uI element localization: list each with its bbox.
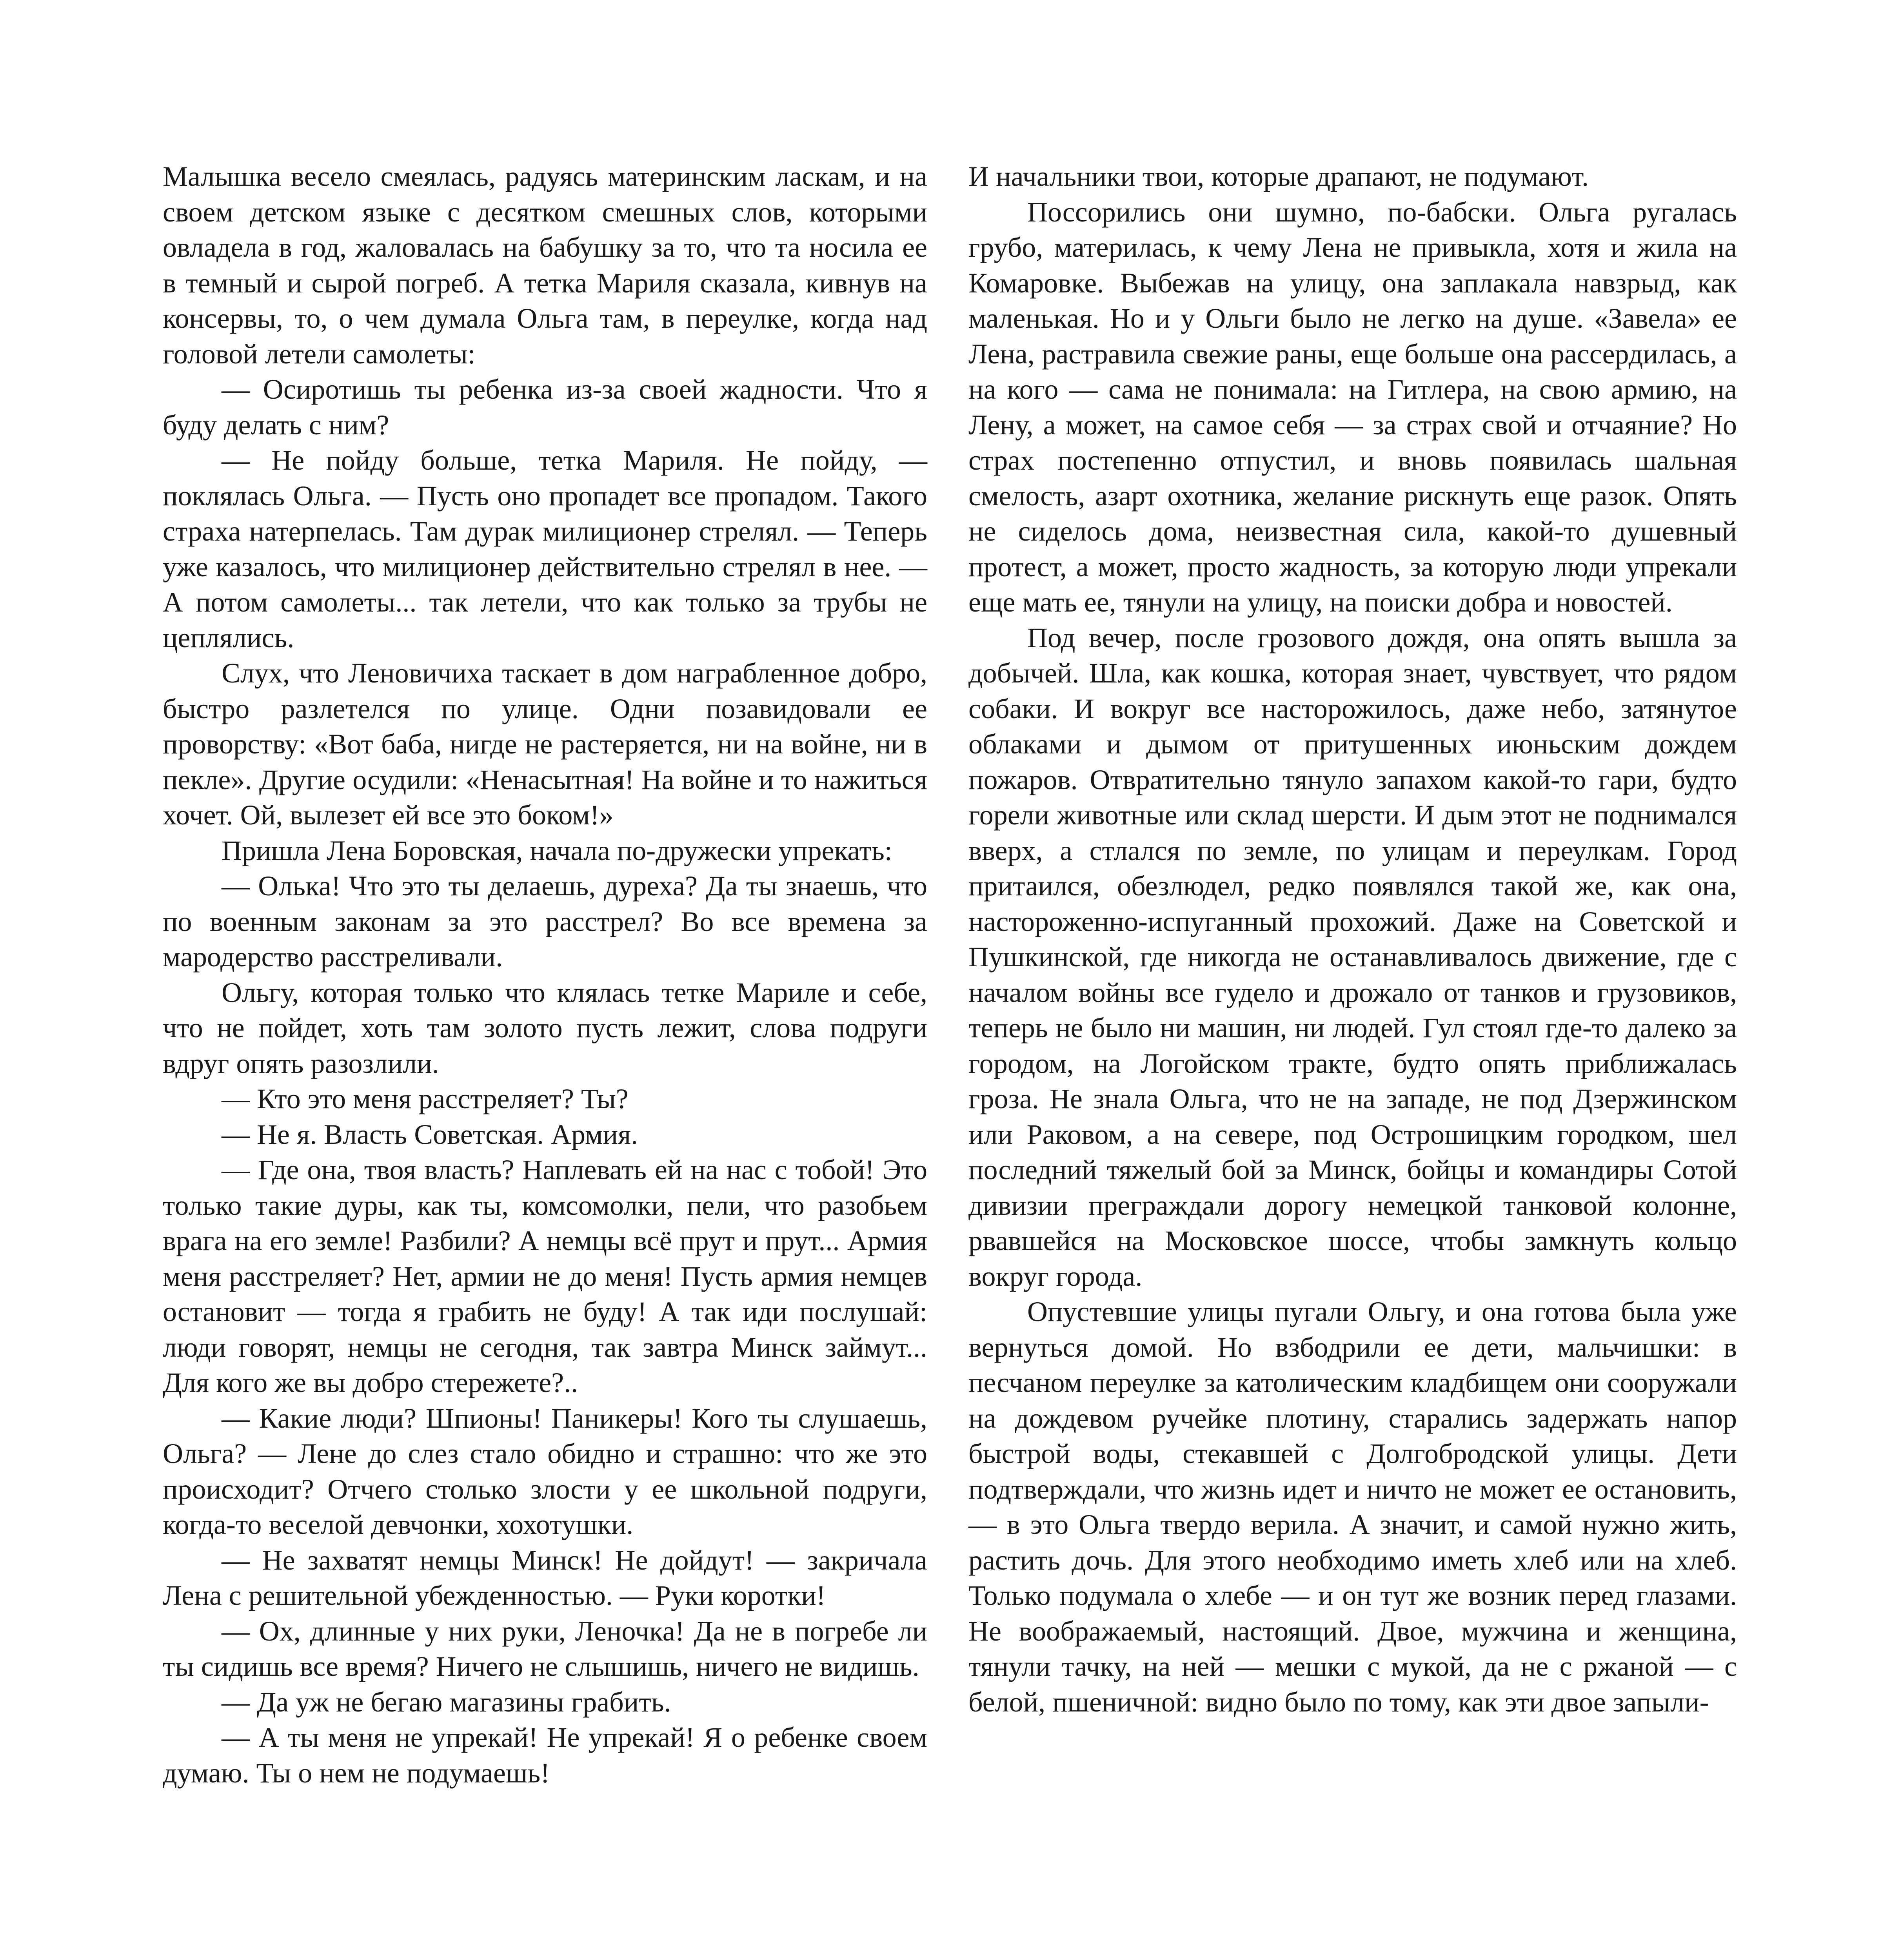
paragraph: — Не я. Власть Советская. Армия. (222, 1118, 638, 1150)
paragraph: — Да уж не бегаю магазины грабить. (222, 1686, 671, 1718)
right-text-column (968, 159, 1737, 1720)
paragraph: — Олька! Что это ты делаешь, дуреха? Да ты знаешь, что по военным законам за это расстрел? Во все времена за мародерство расстреливали. (163, 870, 927, 973)
paragraph: — Осиротишь ты ребенка из-за своей жадности. Что я буду делать с ним? (163, 374, 927, 441)
paragraph: — Кто это меня расстреляет? Ты? (222, 1083, 629, 1114)
paragraph: Ольгу, которая только что клялась тетке Мариле и себе, что не пойдет, хоть там золото пусть лежит, слова подруги вдруг опять разозлили. (163, 976, 927, 1079)
paragraph: — Где она, твоя власть? Наплевать ей на нас с тобой! Это только такие дуры, как ты, комсомолки, пели, что разобьем врага на его земле! Разбили? А немцы всё прут и прут... Армия меня расстреляет? Нет, армии не до меня! Пусть армия немцев остановит — тогда я грабить не буду! А так иди послушай: люди говорят, немцы не сегодня, так завтра Минск займут... Для кого же вы добро стережете?.. (163, 1154, 927, 1398)
paragraph: Поссорились они шумно, по-бабски. Ольга ругалась грубо, материлась, к чему Лена не привыкла, хотя и жила на Комаровке. Выбежав на улицу, она заплакала навзрыд, как маленькая. Но и у Ольги было не легко на душе. «Завела» ее Лена, растравила свежие раны, еще больше она рассердилась, а на кого — сама не понимала: на Гитлера, на свою армию, на Лену, а может, на самое себя — за страх свой и отчаяние? Но страх постепенно отпустил, и вновь появилась шальная смелость, азарт охотника, желание рискнуть еще разок. Опять не сиделось дома, неизвестная сила, какой-то душевный протест, а может, просто жадность, за которую люди упрекали еще мать ее, тянули на улицу, на поиски добра и новостей. (968, 196, 1737, 618)
paragraph: — А ты меня не упрекай! Не упрекай! Я о ребенке своем думаю. Ты о нем не подумаешь! (163, 1722, 927, 1789)
paragraph: — Ох, длинные у них руки, Леночка! Да не в погребе ли ты сидишь все время? Ничего не слышишь, ничего не видишь. (163, 1615, 927, 1682)
paragraph: — Не захватят немцы Минск! Не дойдут! — закричала Лена с решительной убежденностью. — Руки коротки! (163, 1544, 927, 1611)
paragraph: — Какие люди? Шпионы! Паникеры! Кого ты слушаешь, Ольга? — Лене до слез стало обидно и страшно: что же это происходит? Отчего столько злости у ее школьной подруги, когда-то веселой девчонки, хохотушки. (163, 1402, 927, 1540)
paragraph: Опустевшие улицы пугали Ольгу, и она готова была уже вернуться домой. Но взбодрили ее дети, мальчишки: в песчаном переулке за католическим кладбищем они сооружали на дождевом ручейке плотину, старались задержать напор быстрой воды, стекавшей с Долгобродской улицы. Дети подтверждали, что жизнь идет и ничто не может ее остановить, — в это Ольга твердо верила. А значит, и самой нужно жить, растить дочь. Для этого необходимо иметь хлеб или на хлеб. Только подумала о хлебе — и он тут же возник перед глазами. Не воображаемый, настоящий. Двое, мужчина и женщина, тянули тачку, на ней — мешки с мукой, да не с ржаной — с белой, пшеничной: видно было по тому, как эти двое запыли- (968, 1296, 1737, 1718)
paragraph: И начальники твои, которые драпают, не подумают. (968, 161, 1589, 192)
paragraph: Под вечер, после грозового дождя, она опять вышла за добычей. Шла, как кошка, которая знает, чувствует, что рядом собаки. И вокруг все насторожилось, даже небо, затянутое облаками и дымом от притушенных июньским дождем пожаров. Отвратительно тянуло запахом какой-то гари, будто горели животные или склад шерсти. И дым этот не поднимался вверх, а стлался по земле, по улицам и переулкам. Город притаился, обезлюдел, редко появлялся такой же, как она, настороженно-испуганный прохожий. Даже на Советской и Пушкинской, где никогда не останавливалось движение, где с началом войны все гудело и дрожало от танков и грузовиков, теперь не было ни машин, ни людей. Гул стоял где-то далеко за городом, на Логойском тракте, будто опять приближалась гроза. Не знала Ольга, что не на западе, не под Дзержинском или Раковом, а на севере, под Острошицким городком, шел последний тяжелый бой за Минск, бойцы и командиры Сотой дивизии преграждали дорогу немецкой танковой колонне, рвавшейся на Московское шоссе, чтобы замкнуть кольцо вокруг города. (968, 622, 1737, 1292)
left-text-column (163, 159, 927, 1791)
paragraph: Малышка весело смеялась, радуясь материнским ласкам, и на своем детском языке с десятком смешных слов, которыми овладела в год, жаловалась на бабушку за то, что та носила ее в темный и сырой погреб. А тетка Мариля сказала, кивнув на консервы, то, о чем думала Ольга там, в переулке, когда над головой летели самолеты: (163, 161, 927, 370)
paragraph: Пришла Лена Боровская, начала по-дружески упрекать: (222, 835, 892, 866)
paragraph: Слух, что Леновичиха таскает в дом награбленное добро, быстро разлетелся по улице. Одни позавидовали ее проворству: «Вот баба, нигде не растеряется, ни на войне, ни в пекле». Другие осудили: «Ненасытная! На войне и то нажиться хочет. Ой, вылезет ей все это боком!» (163, 657, 927, 831)
paragraph: — Не пойду больше, тетка Мариля. Не пойду, — поклялась Ольга. — Пусть оно пропадет все пропадом. Такого страха натерпелась. Там дурак милиционер стрелял. — Теперь уже казалось, что милиционер действительно стрелял в нее. — А потом самолеты... так летели, что как только за трубы не цеплялись. (163, 445, 927, 653)
